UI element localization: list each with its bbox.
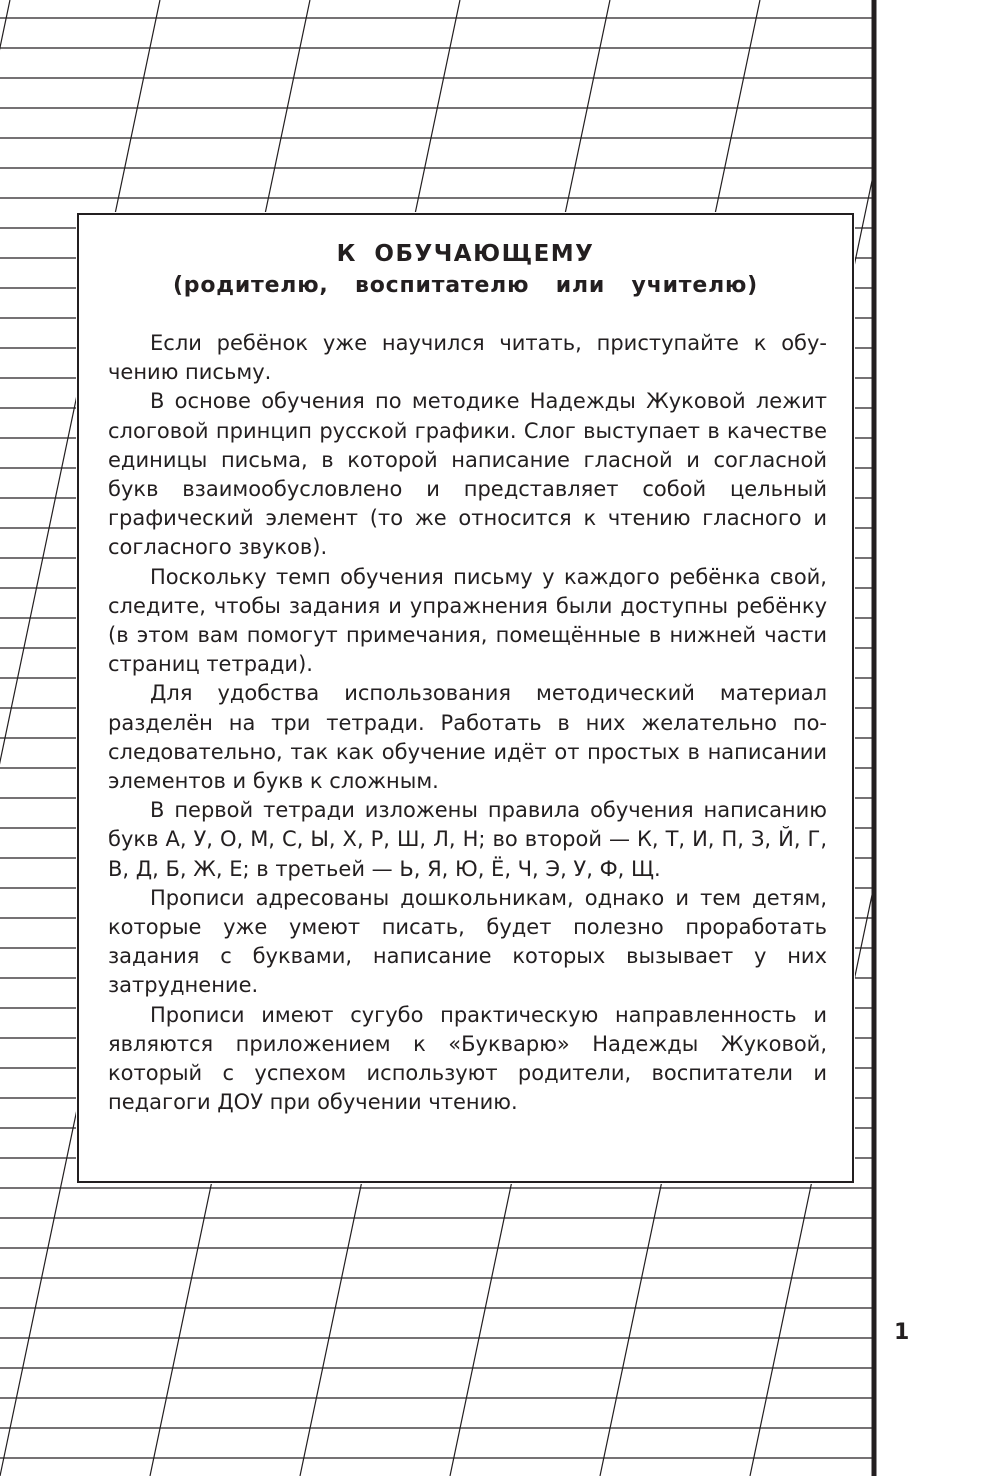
paragraph: Прописи адресованы дошкольникам, однако и тем детям, которые уже умеют писать, будет полезно проработать задания с буквами, написание которых вызывает у них затруднение. [108,885,827,998]
paragraph: В первой тетради изложены правила обучения написанию букв А, У, О, М, С, Ы, Х, Р, Ш, Л, Н; во второй — К, Т, И, П, З, Й, Г, В, Д, Б, Ж, Е; в третьей — Ь, Я, Ю, Ё, Ч, Э, У, Ф, Щ. [108,798,827,881]
notice-subtitle: (родителю, воспитателю или учителю) [172,273,759,298]
page-number: 1 [894,1318,934,1348]
paragraph: Поскольку темп обучения письму у каждого ребёнка свой, следите, чтобы задания и упражнения были доступны ребёнку (в этом вам помогут примечания, помещённые в нижней части страниц тетради). [108,564,827,677]
notice-body [108,329,827,1117]
paragraph: Для удобства использования методический материал разделён на три тетради. Работать в них желательно последовательно, так как обучение идёт от простых в написании элементов и букв к сложным. [108,681,827,794]
notice-title: К ОБУЧАЮЩЕМУ [336,241,595,267]
notice-box [77,213,854,1183]
paragraph: Прописи имеют сугубо практическую направленность и являются приложением к «Букварю» Надежды Жуковой, который с успехом используют родители, воспитатели и педагоги ДОУ при обучении чтению. [108,1002,827,1115]
paragraph: Если ребёнок уже научился читать, приступайте к обучению письму. [108,331,827,385]
paragraph: В основе обучения по методике Надежды Жуковой лежит слоговой принцип русской графики. Слог выступает в качестве единицы письма, в которой написание гласной и согласной букв взаимообусловлено и представляет собой цельный графический элемент (то же относится к чтению гласного и согласного звуков). [108,389,827,560]
